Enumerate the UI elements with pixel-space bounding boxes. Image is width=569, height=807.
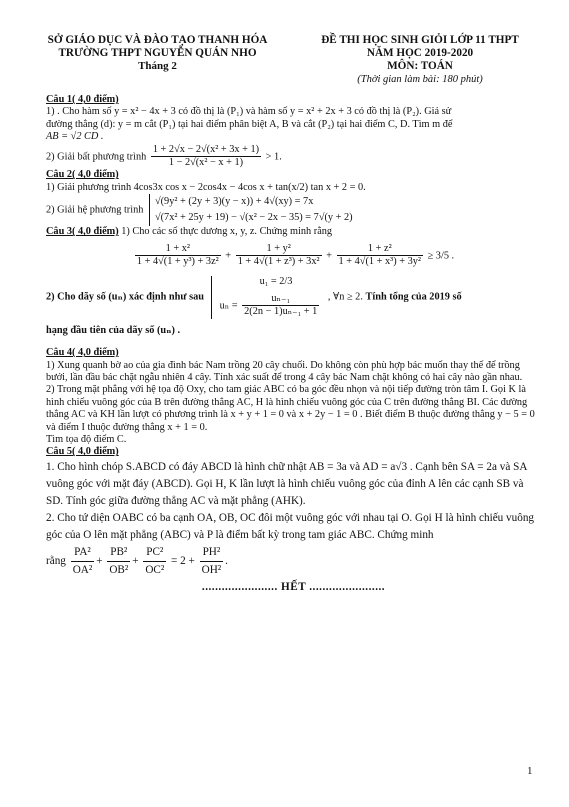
q5-part1: 1. Cho hình chóp S.ABCD có đáy ABCD là hình chữ nhật AB = 3a và AD = a√3 . Cạnh bên SA = 2a và SA vuông góc với mặt đáy (ABCD). Gọi H, K lần lượt là hình chiếu vuông góc của đỉnh A lên các cạnh SB và SD. Tính góc giữa đường thẳng AC và mặt phẳng (AHK). (46, 460, 527, 507)
header-left (30, 34, 285, 73)
q1-part2-fraction (151, 144, 261, 170)
q3-term-3 (337, 243, 423, 269)
q3-un-fraction (242, 293, 319, 319)
q3-part2-lead: 2) Cho dãy số (uₙ) xác định như sau (46, 291, 205, 303)
q5-frac-4-num: PH² (200, 544, 224, 562)
q3-term-3-num: 1 + z² (337, 243, 423, 256)
q5-part3-lead: rằng (46, 554, 66, 567)
q2-part2 (46, 194, 541, 226)
school-year: NĂM HỌC 2019-2020 (366, 47, 474, 59)
question-2-title: Câu 2( 4,0 điểm) (46, 169, 119, 181)
q3-sequence-def (211, 276, 322, 318)
q5-content (46, 459, 541, 596)
q3-term-2 (236, 243, 322, 269)
q2-system-eq2: √(7x² + 25y + 19) − √(x² − 2x − 35) = 7√(y + 2) (154, 212, 353, 224)
q3-part2-tail: Tính tổng của 2019 số (365, 291, 462, 303)
department-name: SỞ GIÁO DỤC VÀ ĐÀO TẠO THANH HÓA (47, 34, 268, 46)
question-5-title: Câu 5( 4,0 điểm) (46, 446, 119, 458)
q5-frac-4 (200, 544, 224, 579)
exam-body (46, 94, 541, 596)
q5-part3: rằng $\frac{\text{PA²}}{\text{OA²}}$ + $\frac{\text{PB²}}{\text{OB²}}$ + $\frac{\text{PC²}}{\text{OC²}}$ = 2 + $\frac{\text{PH²}}{\text{OH²}}$ . (46, 544, 541, 579)
q5-frac-2-num: PB² (107, 544, 130, 562)
subject: MÔN: TOÁN (387, 60, 453, 72)
school-name: TRƯỜNG THPT NGUYỄN QUÁN NHO (58, 47, 257, 59)
exam-month: Tháng 2 (138, 60, 177, 72)
q1-part2 (46, 144, 541, 170)
q1-part2-numerator: 1 + 2√x − 2√(x² + 3x + 1) (151, 144, 261, 157)
exam-title: ĐỀ THI HỌC SINH GIỎI LỚP 11 THPT (321, 34, 519, 46)
q2-part1: 1) Giải phương trình 4cos3x cos x − 2cos4x − 4cos x + tan(x/2) tan x + 2 = 0. (46, 181, 366, 193)
q5-frac-1-den: OA² (72, 563, 93, 576)
q5-end: . (225, 554, 228, 567)
q5-frac-3-num: PC² (143, 544, 166, 562)
q3-part1-line (46, 226, 541, 238)
q1-part2-tail: > 1. (265, 150, 282, 162)
question-1-title: Câu 1( 4,0 điểm) (46, 94, 119, 105)
question-4-title: Câu 4( 4,0 điểm) (46, 347, 119, 359)
q5-frac-3-den: OC² (145, 563, 165, 576)
q3-term-1-num: 1 + x² (135, 243, 221, 256)
q5-frac-2 (107, 544, 130, 579)
q4-part1: 1) Xung quanh bờ ao của gia đình bác Nam trồng 20 cây chuối. Do không còn phù hợp bác muốn thay thế để trồng bưởi, lần đầu bác chặt ngẫu nhiên 4 cây. Tính xác suất để trong 4 cây bác Nam chặt không có hai cây nào gần nhau. (46, 359, 523, 383)
q3-condition: , ∀n ≥ 2. (327, 291, 363, 303)
question-3-title: Câu 3( 4,0 điểm) (46, 226, 119, 238)
q3-un-lhs: uₙ = (219, 300, 238, 312)
q5-frac-1 (71, 544, 95, 579)
q3-rhs: ≥ 3/5 . (427, 249, 455, 261)
time-note: (Thời gian làm bài: 180 phút) (357, 74, 483, 85)
q3-term-3-den: 1 + 4√(1 + x³) + 3y² (338, 256, 421, 268)
q5-part2: 2. Cho tứ diện OABC có ba cạnh OA, OB, OC đôi một vuông góc với nhau tại O. Gọi H là hình chiếu vuông góc của O lên mặt phẳng (ABC) và P là điểm bất kỳ trong tam giác ABC. Chứng minh (46, 511, 535, 541)
q3-term-2-den: 1 + 4√(1 + z³) + 3x² (237, 256, 320, 268)
q3-un (220, 293, 322, 319)
q1-part2-denominator: 1 − 2√(x² − x + 1) (168, 157, 244, 169)
q3-inequality: $\frac{\text{1 + x²}}{\text{1 + 4√(1 + y³) + 3z²}}$ + $\frac{\text{1 + y²}}{\text{1 + 4√(1 + z³) + 3x²}}$ + $\frac{\text{1 + z²}}{\text{1 + 4√(1 + x³) + 3y²}}$ ≥ 3/5 . (136, 242, 455, 268)
q3-part2 (46, 276, 541, 318)
q5-frac-1-num: PA² (71, 544, 95, 562)
q3-un-num: uₙ₋₁ (242, 293, 319, 306)
q2-system-eq1: √(9y² + (2y + 3)(y − x)) + 4√(xy) = 7x (154, 196, 314, 208)
q1-part1-line2: đường thẳng (d): y = m cắt (P₁) tại hai điểm phân biệt A, B và cắt (P₂) tại hai điểm C, D. Tìm m để (46, 118, 453, 130)
q1-part2-lead: 2) Giải bất phương trình (46, 150, 147, 162)
q4-part2: 2) Trong mặt phẳng với hệ tọa độ Oxy, cho tam giác ABC có ba góc đều nhọn và nội tiếp đường tròn tâm I. Gọi K là hình chiếu vuông góc của B trên đường thẳng AC, H là hình chiếu vuông góc của C trên đường thẳng BI. Các đường thẳng AC và KH lần lượt có phương trình là x + y + 1 = 0 và x + 2y − 1 = 0 . Biết điểm B thuộc đường thẳng y − 5 = 0 và điểm I thuộc đường thẳng x + 1 = 0. (46, 384, 535, 433)
q3-term-1 (135, 243, 221, 269)
q3-part1-lead: 1) Cho các số thực dương x, y, z. Chứng minh rằng (121, 226, 333, 238)
q5-mid: = 2 + (171, 554, 195, 567)
end-marker: ....................... HẾT ....................... (201, 580, 386, 593)
q3-term-2-num: 1 + y² (236, 243, 322, 256)
q2-system (149, 194, 353, 226)
q1-part1-line3: AB = √2 CD . (46, 131, 104, 143)
q3-term-1-den: 1 + 4√(1 + y³) + 3z² (136, 256, 219, 268)
q5-frac-3 (143, 544, 166, 579)
q3-un-den: 2(2n − 1)uₙ₋₁ + 1 (244, 306, 318, 318)
q5-frac-2-den: OB² (109, 563, 129, 576)
q1-part1-line1: 1) . Cho hàm số y = x² − 4x + 3 có đồ thị là (P₁) và hàm số y = x² + 2x + 3 có đồ thị là (P₂). Giả sử (46, 106, 452, 118)
q2-part2-lead: 2) Giải hệ phương trình (46, 204, 144, 216)
page-number: 1 (527, 765, 533, 777)
q3-part2-last: hạng đầu tiên của dãy số (uₙ) . (46, 324, 181, 336)
q5-frac-4-den: OH² (201, 563, 222, 576)
q4-part3: Tìm tọa độ điểm C. (46, 433, 127, 445)
q3-u1: u₁ = 2/3 (259, 276, 293, 288)
header-right (290, 34, 550, 86)
